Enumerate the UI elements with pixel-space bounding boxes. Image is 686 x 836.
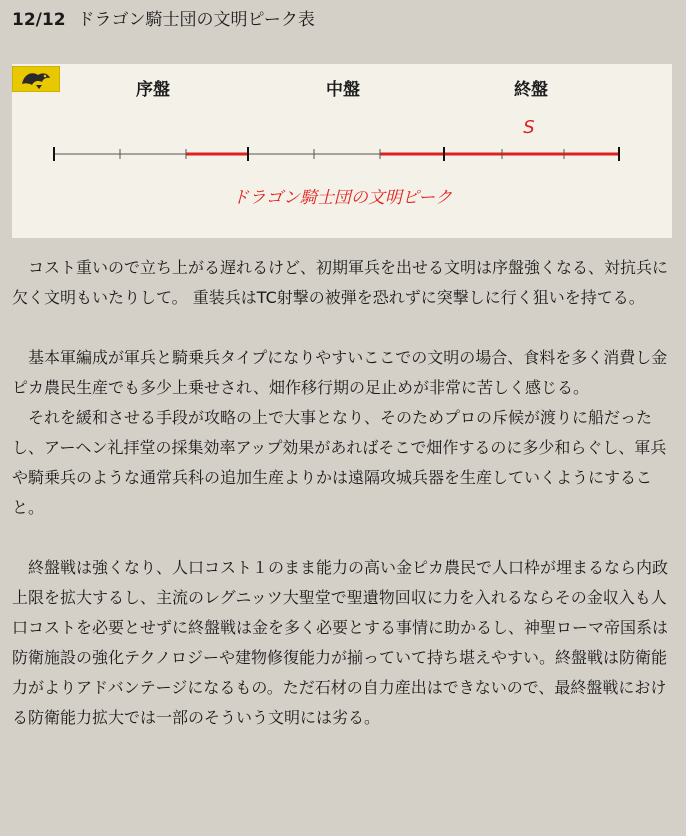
peak-rating: S [523, 117, 535, 138]
article-body [12, 253, 674, 733]
peak-chart-panel [12, 64, 672, 238]
paragraph: それを緩和させる手段が攻略の上で大事となり、そのためプロの斥候が渡りに船だったし、アーヘン礼拝堂の採集効率アップ効果があればそこで畑作するのに多少和らぐし、軍兵や騎乗兵のような通常兵科の追加生産よりかは遠隔攻城兵器を生産していくようにすること。 [12, 408, 667, 517]
phase-mid: 中盤 [326, 80, 360, 100]
dragon-crest-icon [12, 66, 60, 92]
paragraph: 基本軍編成が軍兵と騎乗兵タイプになりやすいここでの文明の場合、食料を多く消費し金ピカ農民生産でも多少上乗せされ、畑作移行期の足止めが非常に苦しく感じる。 [12, 348, 668, 397]
phase-early: 序盤 [136, 80, 170, 100]
phase-late: 終盤 [514, 80, 548, 100]
page-number: 12/12 [12, 10, 66, 30]
paragraph: コスト重いので立ち上がる遅れるけど、初期軍兵を出せる文明は序盤強くなる、対抗兵に欠く文明もいたりして。 重装兵はTC射撃の被弾を恐れずに突撃しに行く狙いを持てる。 [12, 258, 669, 307]
title-text: ドラゴン騎士団の文明ピーク表 [77, 10, 315, 30]
paragraph: 終盤戦は強くなり、人口コスト１のまま能力の高い金ピカ農民で人口枠が埋まるなら内政上限を拡大するし、主流のレグニッツ大聖堂で聖遺物回収に力を入れるならその金収入も人口コストを必要とせずに終盤戦は金を多く必要とする事情に助かるし、神聖ローマ帝国系は防衛施設の強化テクノロジーや建物修復能力が揃っていて持ち堪えやすい。終盤戦は防衛能力がよりアドバンテージになるもの。ただ石材の自力産出はできないので、最終盤戦における防衛能力拡大では一部のそういう文明には劣る。 [12, 558, 669, 727]
peak-label: ドラゴン騎士団の文明ピーク [231, 188, 453, 208]
peak-timeline [12, 134, 672, 174]
page-title [12, 8, 315, 32]
